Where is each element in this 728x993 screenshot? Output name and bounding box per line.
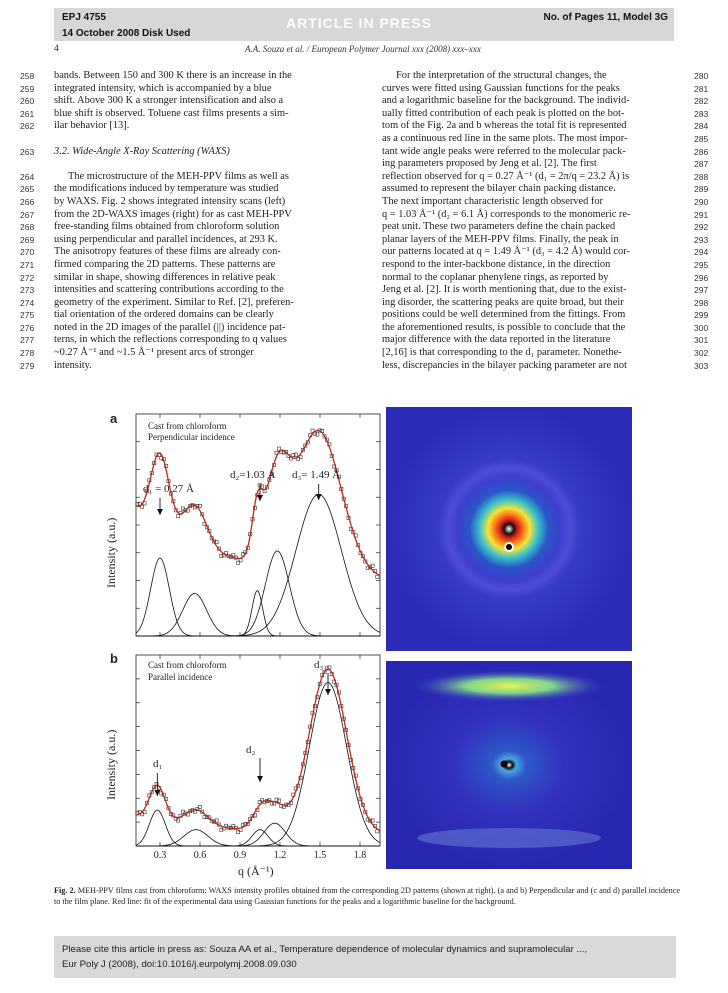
line-number: 273	[20, 285, 35, 296]
peak-arrowhead	[316, 494, 322, 500]
line-number: 292	[694, 222, 709, 233]
text-line: our patterns located at q = 1.49 Å⁻¹ (d₃ = 4.2 Å) would cor-	[382, 246, 630, 258]
data-point	[275, 798, 278, 801]
line-number: 276	[20, 322, 35, 333]
annotation-b-d2: d₂	[246, 744, 256, 756]
text-line: ing parameters proposed by Jeng et al. [2]. The first	[382, 158, 597, 170]
text-line: curves were fitted using Gaussian functions for the peaks	[382, 82, 620, 94]
caption-text: MEH-PPV films cast from chloroform: WAXS intensity profiles obtained from the corresponding 2D patterns (shown at right). (a and b) Perpendicular and (c and d) parallel incidence to the film plane. Red line: fit of the experimental data using Gaussian functions for the peaks and a logarithmic baseline for the background.	[54, 886, 680, 906]
text-line: noted in the 2D images of the parallel (||) incidence pat-	[54, 321, 286, 333]
panel-b-cast: Cast from chloroform	[148, 660, 227, 670]
text-line: shift. Above 300 K a stronger intensification and also a	[54, 95, 284, 107]
line-number: 261	[20, 108, 35, 119]
text-line: terns, in which the reflections corresponding to q values	[54, 334, 287, 346]
text-line: the modifications induced by temperature was studied	[54, 183, 279, 195]
text-line: major difference with the data reported in the literature	[382, 334, 611, 346]
line-number: 294	[694, 247, 709, 258]
line-number: 296	[694, 272, 709, 283]
upper-arc	[411, 670, 607, 702]
line-number: 267	[20, 209, 35, 220]
data-point	[232, 824, 235, 827]
line-number: 284	[694, 121, 709, 132]
line-number: 297	[694, 285, 709, 296]
text-line: The anisotropy features of these films are already con-	[54, 246, 281, 258]
text-line: Jeng et al. [2]. It is worth mentioning that, due to the exist-	[382, 284, 627, 296]
panel-a-cast: Cast from chloroform	[148, 421, 227, 431]
peak-arrowhead	[157, 509, 163, 515]
text-line: intensity.	[54, 359, 92, 371]
line-number: 268	[20, 222, 35, 233]
line-number: 260	[20, 96, 35, 107]
citation-line-2: Eur Poly J (2008), doi:10.1016/j.eurpolymj.2008.09.030	[62, 959, 297, 970]
journal-code: EPJ 4755	[62, 12, 106, 23]
text-line: [2,16] is that corresponding to the d₁ parameter. Nonethe-	[382, 347, 622, 359]
text-line: less, discrepancies in the bilayer packing parameter are not	[382, 359, 627, 371]
line-number: 269	[20, 234, 35, 245]
line-number: 278	[20, 348, 35, 359]
text-line: intensities and scattering contributions according to the	[54, 284, 284, 296]
peak-arrowhead	[257, 776, 263, 782]
annotation-a-d3: d₃= 1.49 Å	[292, 469, 341, 481]
text-line: The next important characteristic length observed for	[382, 195, 604, 207]
line-number: 299	[694, 310, 709, 321]
text-line: For the interpretation of the structural changes, the	[396, 70, 607, 81]
line-number: 283	[694, 108, 709, 119]
text-line: integrated intensity, which is accompanied by a blue	[54, 82, 272, 94]
text-line: similar in shape, showing differences in relative peak	[54, 271, 276, 283]
text-line: positions could be well determined from the fittings. From	[382, 309, 626, 321]
text-line: free-standing films obtained from chloroform solution	[54, 221, 280, 233]
gaussian-component-p1	[136, 830, 380, 846]
line-number: 295	[694, 259, 709, 270]
caption-label: Fig. 2.	[54, 886, 76, 895]
y-axis-label-a: Intensity (a.u.)	[104, 517, 118, 588]
text-line: ~0.27 Å⁻¹ and ~1.5 Å⁻¹ present arcs of stronger	[54, 347, 254, 359]
text-line: tial orientation of the ordered domains can be clearly	[54, 309, 274, 321]
panel-a-label: a	[110, 411, 118, 426]
line-number: 293	[694, 234, 709, 245]
page-number: 4	[54, 44, 59, 54]
text-line: 3.2. Wide-Angle X-Ray Scattering (WAXS)	[54, 145, 230, 157]
line-number: 275	[20, 310, 35, 321]
gaussian-component-p1	[136, 594, 380, 637]
text-line: the aforementioned results, is possible to conclude that the	[382, 321, 626, 333]
peak-arrowhead	[257, 495, 263, 501]
text-line: respond to the inter-backbone distance, in the direction	[382, 258, 611, 270]
x-tick-label: 0.6	[193, 850, 207, 861]
running-head: A.A. Souza et al. / European Polymer Journal xxx (2008) xxx–xxx	[245, 44, 481, 54]
data-point	[316, 433, 319, 436]
text-line: ilar behavior [13].	[54, 120, 130, 132]
line-number: 270	[20, 247, 35, 258]
x-tick-label: 0.9	[233, 850, 247, 861]
line-number: 271	[20, 259, 35, 270]
y-axis-label-b: Intensity (a.u.)	[104, 729, 118, 800]
plot-frame	[136, 655, 380, 846]
line-number: 282	[694, 96, 709, 107]
line-number: 300	[694, 322, 709, 333]
line-number: 291	[694, 209, 709, 220]
line-number: 264	[20, 171, 35, 182]
line-number: 274	[20, 297, 35, 308]
panel-b-label: b	[110, 651, 118, 666]
line-number: 258	[20, 71, 35, 81]
pages-model: No. of Pages 11, Model 3G	[543, 12, 668, 23]
annotation-b-d1: d₁	[153, 758, 163, 770]
annotation-b-d3: d₃	[314, 659, 324, 671]
line-number: 262	[20, 121, 35, 132]
text-line: bands. Between 150 and 300 K there is an increase in the	[54, 70, 292, 81]
text-line: planar layers of the MEH-PPV films. Finally, the peak in	[382, 233, 619, 245]
data-point	[270, 802, 273, 805]
text-line: assumed to represent the bilayer chain packing distance.	[382, 183, 616, 195]
text-line: The microstructure of the MEH-PPV films as well as	[68, 170, 289, 182]
line-number: 265	[20, 184, 35, 195]
beam-stop-a	[506, 544, 512, 550]
text-line: peat unit. These two parameters define the chain packed	[382, 221, 616, 233]
line-number: 281	[694, 83, 709, 94]
annotation-a-d1: d₁ = 0.27 Å	[143, 483, 194, 495]
x-tick-label: 1.2	[273, 850, 287, 861]
data-point	[239, 559, 242, 562]
text-line: from the 2D-WAXS images (right) for as cast MEH-PPV	[54, 208, 292, 220]
data-point	[237, 561, 240, 564]
line-number: 298	[694, 297, 709, 308]
text-line: normal to the coplanar phenylene rings, as reported by	[382, 271, 609, 283]
text-line: using perpendicular and parallel incidences, at 293 K.	[54, 233, 278, 245]
text-line: geometry of the experiment. Similar to Ref. [2], preferen-	[54, 296, 294, 308]
citation-box	[54, 936, 676, 978]
text-line: firmed comparing the 2D patterns. These patterns are	[54, 258, 276, 270]
data-point	[261, 485, 264, 488]
gaussian-component-p4	[136, 494, 380, 636]
line-number: 266	[20, 196, 35, 207]
x-axis-label: q (Å⁻¹)	[238, 864, 274, 878]
line-number: 285	[694, 133, 709, 144]
line-number: 303	[694, 360, 709, 371]
text-line: tom of the Fig. 2a and b whereas the total fit is represented	[382, 120, 627, 132]
citation-line-1: Please cite this article in press as: Souza AA et al., Temperature dependence of molecular dynamics and supramolecular ...,	[62, 944, 588, 955]
peak-arrowhead	[154, 790, 160, 796]
date-line: 14 October 2008 Disk Used	[62, 28, 191, 39]
plot-frame	[136, 414, 380, 636]
data-point	[203, 815, 206, 818]
text-line: q = 1.03 Å⁻¹ (d₂ = 6.1 Å) corresponds to the monomeric re-	[382, 208, 631, 220]
text-line: reflection observed for q = 0.27 Å⁻¹ (d₁ = 2π/q = 23.2 Å) is	[382, 170, 630, 182]
line-number: 272	[20, 272, 35, 283]
line-number: 263	[20, 146, 35, 157]
panel-b-incidence: Parallel incidence	[148, 672, 213, 682]
line-number: 290	[694, 196, 709, 207]
line-number: 280	[694, 71, 709, 81]
line-number: 288	[694, 171, 709, 182]
line-number: 277	[20, 335, 35, 346]
data-point	[277, 799, 280, 802]
text-line: tant wide angle peaks were referred to the molecular pack-	[382, 145, 626, 157]
text-line: ing disorder, the scattering peaks are quite broad, but their	[382, 296, 624, 308]
data-point	[198, 504, 201, 507]
beam-stop-b	[501, 761, 508, 768]
line-number: 302	[694, 348, 709, 359]
lower-arc	[417, 828, 601, 848]
data-point	[277, 447, 280, 450]
line-number: 287	[694, 159, 709, 170]
text-line: blue shift is observed. Toluene cast films presents a sim-	[54, 107, 289, 119]
gaussian-component-p3	[136, 551, 380, 636]
gaussian-component-p3	[136, 823, 380, 846]
line-number: 259	[20, 83, 35, 94]
peak-arrowhead	[325, 689, 331, 695]
line-number: 279	[20, 360, 35, 371]
text-line: as a continuous red line in the same plots. The most impor-	[382, 132, 628, 144]
waxs-image-perpendicular	[386, 407, 632, 651]
article-status: ARTICLE IN PRESS	[286, 15, 432, 31]
total-fit-line	[136, 669, 380, 831]
gaussian-component-p4	[136, 683, 380, 846]
line-number: 289	[694, 184, 709, 195]
text-line: by WAXS. Fig. 2 shows integrated intensity scans (left)	[54, 195, 286, 207]
line-number: 286	[694, 146, 709, 157]
data-point	[237, 830, 240, 833]
data-point	[215, 819, 218, 822]
x-tick-label: 0.3	[153, 850, 167, 861]
text-line: ually fitted contribution of each peak is plotted on the bot-	[382, 107, 625, 119]
line-number: 301	[694, 335, 709, 346]
data-point	[376, 575, 379, 578]
gaussian-component-p0	[136, 558, 380, 636]
x-tick-label: 1.5	[313, 850, 327, 861]
annotation-a-d2: d₂=1.03 Å	[230, 469, 276, 481]
figure-caption	[54, 885, 680, 907]
data-point	[198, 805, 201, 808]
text-line: and a logarithmic baseline for the background. The individ-	[382, 95, 630, 107]
x-tick-label: 1.8	[353, 850, 367, 861]
data-point	[177, 515, 180, 518]
panel-a-incidence: Perpendicular incidence	[148, 432, 235, 442]
